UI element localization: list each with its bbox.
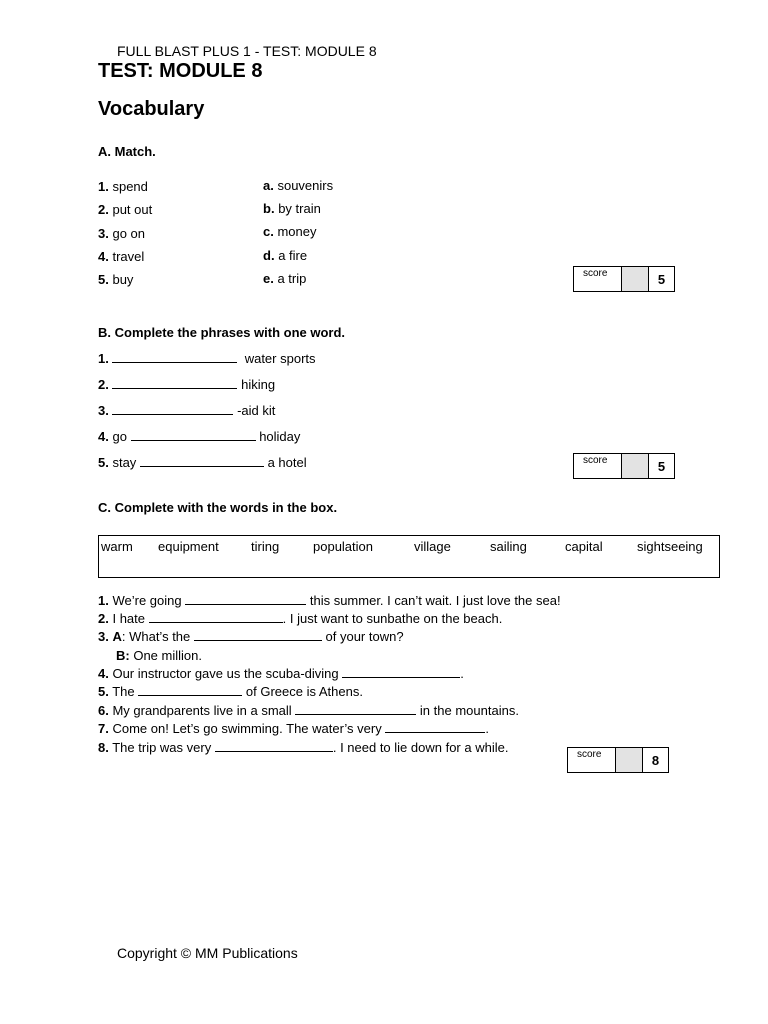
item-text: The trip was very [112,740,212,755]
item-letter: c. [263,224,274,239]
score-box-a [573,266,675,292]
word-box-item: population [313,539,373,554]
item-text: . I just want to sunbathe on the beach. [282,611,503,626]
sentence-item [98,684,363,699]
item-number: 4. [98,249,109,264]
answer-blank[interactable] [112,403,233,415]
item-number: 2. [98,611,109,626]
item-number: 3. [98,226,109,241]
answer-blank[interactable] [215,740,333,752]
sentence-item [98,721,489,736]
item-text: a hotel [267,455,307,470]
section-b-title: B. Complete the phrases with one word. [98,325,346,340]
item-number: 4. [98,429,109,444]
item-text: . I need to lie down for a while. [332,740,509,755]
item-number: 6. [98,703,109,718]
score-input[interactable] [622,267,649,291]
item-text: of Greece is Athens. [245,684,363,699]
item-text: money [277,224,317,239]
item-text: this summer. I can’t wait. I just love the sea! [309,593,561,608]
sentence-item [98,593,561,608]
item-text: spend [112,179,148,194]
page-header: FULL BLAST PLUS 1 - TEST: MODULE 8 [117,43,377,59]
item-number: 2. [98,202,109,217]
item-letter: d. [263,248,275,263]
item-text: We’re going [112,593,182,608]
score-box-b [573,453,675,479]
sentence-item [98,703,519,718]
item-text: buy [112,272,134,287]
answer-blank[interactable] [185,593,306,605]
item-number: 5. [98,272,109,287]
item-text: a trip [277,271,307,286]
score-total: 5 [657,272,666,287]
sentence-item [98,629,404,644]
phrase-item [98,403,275,418]
item-text: My grandparents live in a small [112,703,292,718]
item-letter: a. [263,178,274,193]
item-text: by train [278,201,321,216]
item-text: souvenirs [277,178,334,193]
item-letter: b. [263,201,275,216]
answer-blank[interactable] [112,351,237,363]
item-text: -aid kit [237,403,276,418]
speaker-label: B: [116,648,130,663]
score-label: score [574,267,622,291]
item-text: go [112,429,127,444]
match-right-item [263,201,321,216]
answer-blank[interactable] [295,703,416,715]
word-box-item: equipment [158,539,219,554]
item-number: 1. [98,351,109,366]
item-number: 2. [98,377,109,392]
test-title: TEST: MODULE 8 [98,60,263,82]
match-left-item [98,202,152,217]
item-text: . [460,666,464,681]
phrase-item [98,351,316,366]
match-left-item [98,226,145,241]
score-label: score [568,748,616,772]
item-text: in the mountains. [419,703,519,718]
item-text: Our instructor gave us the scuba-diving [112,666,339,681]
item-number: 8. [98,740,109,755]
match-left-item [98,179,148,194]
sentence-item [116,648,202,663]
item-text: put out [112,202,153,217]
item-text: a fire [278,248,308,263]
item-text: stay [112,455,137,470]
item-number: 1. [98,593,109,608]
word-box [98,535,720,578]
item-number: 5. [98,684,109,699]
section-c-title: C. Complete with the words in the box. [98,500,338,515]
sentence-item [98,666,464,681]
match-right-item [263,271,306,286]
score-total: 8 [651,753,660,768]
item-number: 1. [98,179,109,194]
item-number: 3. [98,403,109,418]
item-number: 3. [98,629,109,644]
item-number: 7. [98,721,109,736]
word-box-item: tiring [251,539,280,554]
copyright-footer: Copyright © MM Publications [117,945,298,961]
phrase-item [98,429,300,444]
sentence-item [98,611,502,626]
score-input[interactable] [622,454,649,478]
item-text: Come on! Let’s go swimming. The water’s very [112,721,382,736]
match-right-item [263,178,333,193]
item-number: 4. [98,666,109,681]
item-letter: e. [263,271,274,286]
answer-blank[interactable] [140,455,264,467]
match-right-item [263,248,307,263]
sentence-item [98,740,508,755]
score-box-c [567,747,669,773]
match-left-item [98,272,133,287]
answer-blank[interactable] [342,666,460,678]
match-left-item [98,249,144,264]
section-a-title: A. Match. [98,144,156,159]
section-heading: Vocabulary [98,98,205,120]
word-box-item: sightseeing [637,539,703,554]
score-total: 5 [657,459,666,474]
phrase-item [98,455,307,470]
item-text: The [112,684,135,699]
item-text: holiday [259,429,301,444]
match-right-item [263,224,317,239]
word-box-item: village [414,539,451,554]
answer-blank[interactable] [385,721,485,733]
answer-blank[interactable] [149,611,283,623]
item-text: I hate [112,611,145,626]
item-text: travel [112,249,145,264]
item-text: go on [112,226,146,241]
item-text: : What’s the [121,629,191,644]
item-text: of your town? [325,629,404,644]
answer-blank[interactable] [112,377,237,389]
phrase-item [98,377,275,392]
speaker-label: A [112,629,122,644]
item-number: 5. [98,455,109,470]
item-text: . [485,721,489,736]
score-input[interactable] [616,748,643,772]
answer-blank[interactable] [131,429,256,441]
answer-blank[interactable] [138,684,242,696]
word-box-item: capital [565,539,603,554]
item-text: hiking [241,377,276,392]
answer-blank[interactable] [194,629,322,641]
item-text: One million. [133,648,202,663]
score-label: score [574,454,622,478]
word-box-item: sailing [490,539,527,554]
item-text: water sports [244,351,316,366]
word-box-item: warm [101,539,133,554]
